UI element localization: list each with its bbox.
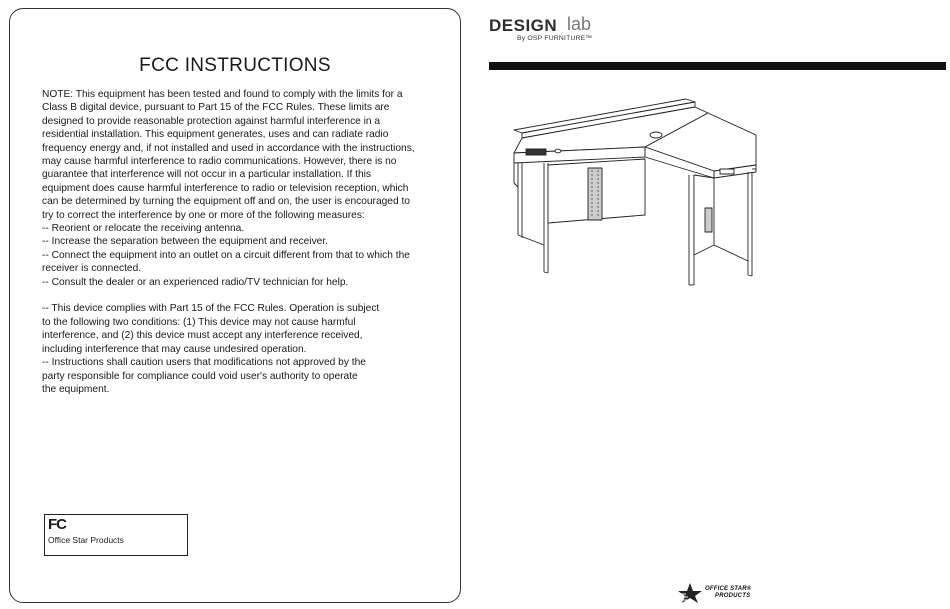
brand-tagline: By OSP FURNITURE™	[517, 35, 593, 42]
grommet-icon	[650, 132, 662, 138]
fcc-company-name: Office Star Products	[48, 535, 124, 545]
fcc-line: designed to provide reasonable protection against harmful interference in a	[42, 115, 381, 127]
fcc-line: frequency energy and, if not installed and used in accordance with the instructions,	[42, 142, 415, 154]
brand-word-lab: lab	[567, 14, 592, 34]
fcc-body-text	[42, 88, 442, 396]
grommet-small-icon	[555, 149, 561, 153]
charging-port-icon	[720, 169, 734, 174]
power-module-icon	[526, 149, 546, 155]
fcc-line: can be determined by turning the equipment off and on, the user is encouraged to	[42, 196, 410, 208]
fcc-line: interference, and (2) this device must accept any interference received,	[42, 330, 363, 342]
return-cable-channel	[705, 208, 712, 232]
fcc-line: -- Reorient or relocate the receiving antenna.	[42, 223, 245, 235]
fcc-line: -- Consult the dealer or an experienced radio/TV technician for help.	[42, 276, 349, 288]
header-rule	[489, 62, 946, 70]
brand-word-design: DESIGN	[489, 16, 558, 35]
fcc-line: -- Instructions shall caution users that modifications not approved by the	[42, 357, 366, 369]
fcc-logo: FC	[48, 516, 66, 533]
fcc-title: FCC INSTRUCTIONS	[139, 55, 331, 76]
fcc-line: may cause harmful interference to radio communications. However, there is no	[42, 156, 397, 168]
star-emblem-icon	[676, 582, 704, 604]
office-star-line1: OFFICE STAR®	[705, 586, 752, 592]
fcc-label-box	[44, 514, 188, 556]
office-star-line2: PRODUCTS	[715, 593, 751, 599]
fcc-line: try to correct the interference by one or more of the following measures:	[42, 209, 365, 221]
fcc-line: party responsible for compliance could void user's authority to operate	[42, 370, 358, 382]
l-shaped-desk-illustration	[508, 95, 768, 290]
fcc-line: to the following two conditions: (1) This device may not cause harmful	[42, 316, 356, 328]
office-star-logo	[676, 582, 756, 606]
designlab-logo	[489, 14, 609, 46]
fcc-line: receiver is connected.	[42, 263, 142, 275]
fcc-line: equipment does cause harmful interference to radio or television reception, which	[42, 182, 409, 194]
fcc-line: Class B digital device, pursuant to Part 15 of the FCC Rules. These limits are	[42, 102, 390, 114]
fcc-line: including interference that may cause undesired operation.	[42, 343, 307, 355]
fcc-line: NOTE: This equipment has been tested and found to comply with the limits for a	[42, 89, 403, 100]
fcc-line: the equipment.	[42, 383, 110, 395]
paragraph-spacer	[42, 289, 442, 302]
cable-channel	[588, 168, 602, 220]
fcc-line: -- Increase the separation between the equipment and receiver.	[42, 236, 328, 248]
fcc-line: -- Connect the equipment into an outlet on a circuit different from that to which the	[42, 249, 410, 261]
office-star-wordmark	[705, 586, 751, 600]
fcc-line: -- This device complies with Part 15 of the FCC Rules. Operation is subject	[42, 303, 380, 315]
fcc-line: residential installation. This equipment generates, uses and can radiate radio	[42, 129, 389, 141]
fcc-line: guarantee that interference will not occur in a particular installation. If this	[42, 169, 372, 181]
